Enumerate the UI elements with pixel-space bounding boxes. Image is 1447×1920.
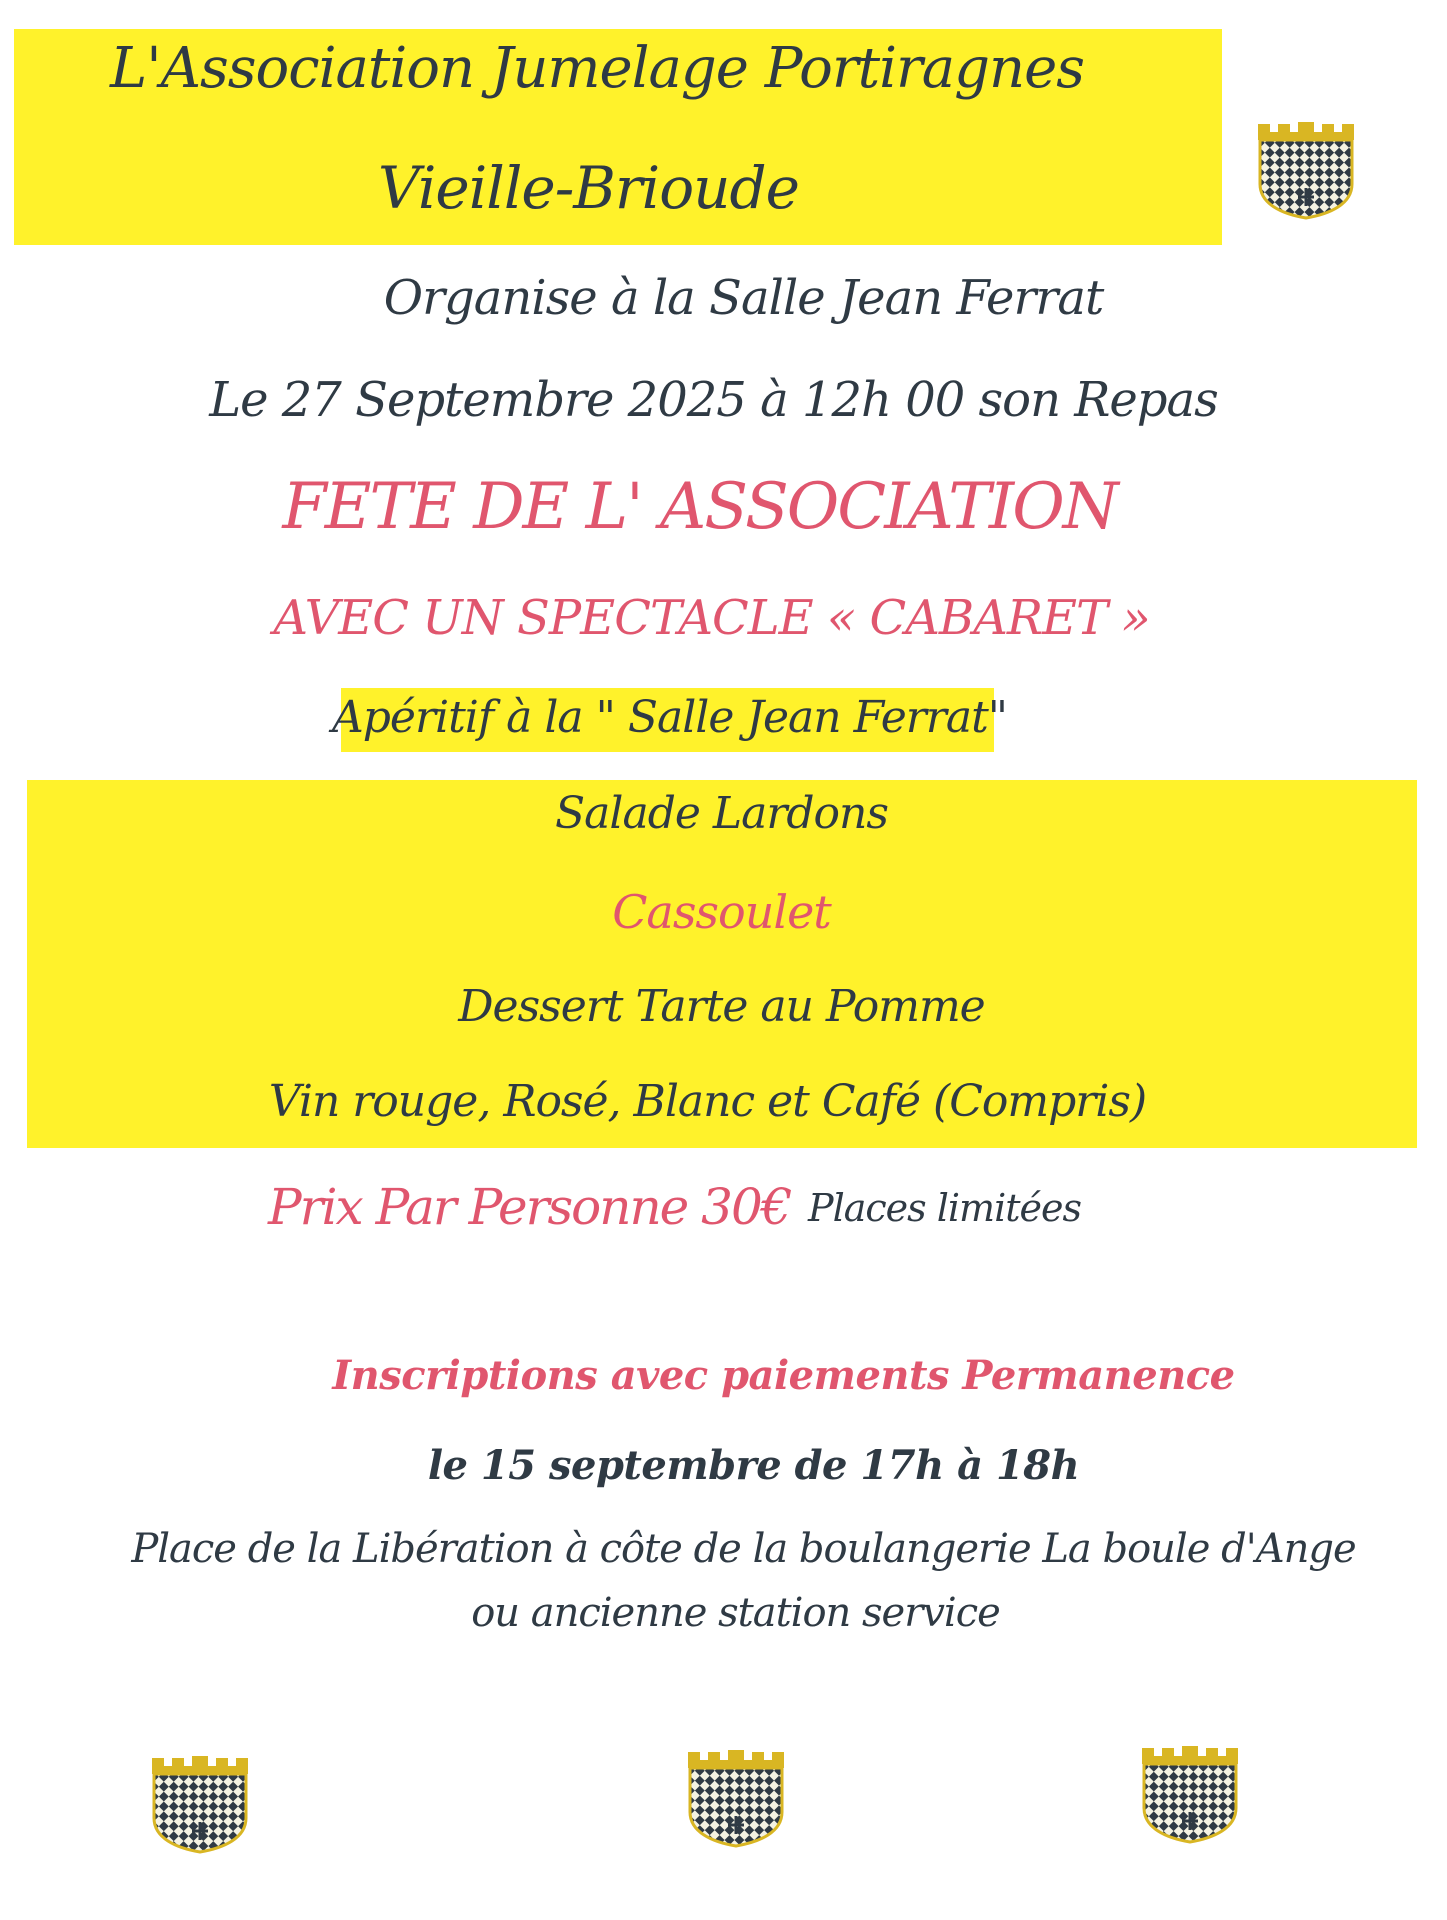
registration-date: le 15 septembre de 17h à 18h — [427, 1442, 1080, 1489]
price-note: Places limitées — [808, 1186, 1081, 1230]
event-title: FETE DE L' ASSOCIATION — [282, 470, 1117, 544]
show-line: AVEC UN SPECTACLE « CABARET » — [273, 590, 1150, 646]
venue-line: Organise à la Salle Jean Ferrat — [383, 270, 1104, 326]
coat-of-arms-icon — [1134, 1742, 1246, 1844]
menu-dessert: Dessert Tarte au Pomme — [458, 981, 985, 1032]
registration-place-line2: ou ancienne station service — [471, 1590, 1000, 1636]
date-line: Le 27 Septembre 2025 à 12h 00 son Repas — [209, 372, 1218, 428]
menu-starter: Salade Lardons — [555, 788, 888, 839]
aperitif-line: Apéritif à la " Salle Jean Ferrat" — [331, 692, 1007, 743]
menu-drinks: Vin rouge, Rosé, Blanc et Café (Compris) — [268, 1076, 1147, 1127]
price-label: Prix Par Personne 30€ — [268, 1178, 791, 1236]
registration-place-line1: Place de la Libération à côte de la boulangerie La boule d'Ange — [131, 1526, 1356, 1572]
coat-of-arms-icon — [144, 1752, 256, 1854]
registration-title: Inscriptions avec paiements Permanence — [332, 1352, 1235, 1399]
header-line1: L'Association Jumelage Portiragnes — [110, 36, 1084, 101]
menu-main: Cassoulet — [612, 885, 831, 939]
coat-of-arms-icon — [680, 1746, 792, 1848]
coat-of-arms-icon — [1250, 118, 1362, 220]
header-line2: Vieille-Brioude — [378, 154, 799, 222]
